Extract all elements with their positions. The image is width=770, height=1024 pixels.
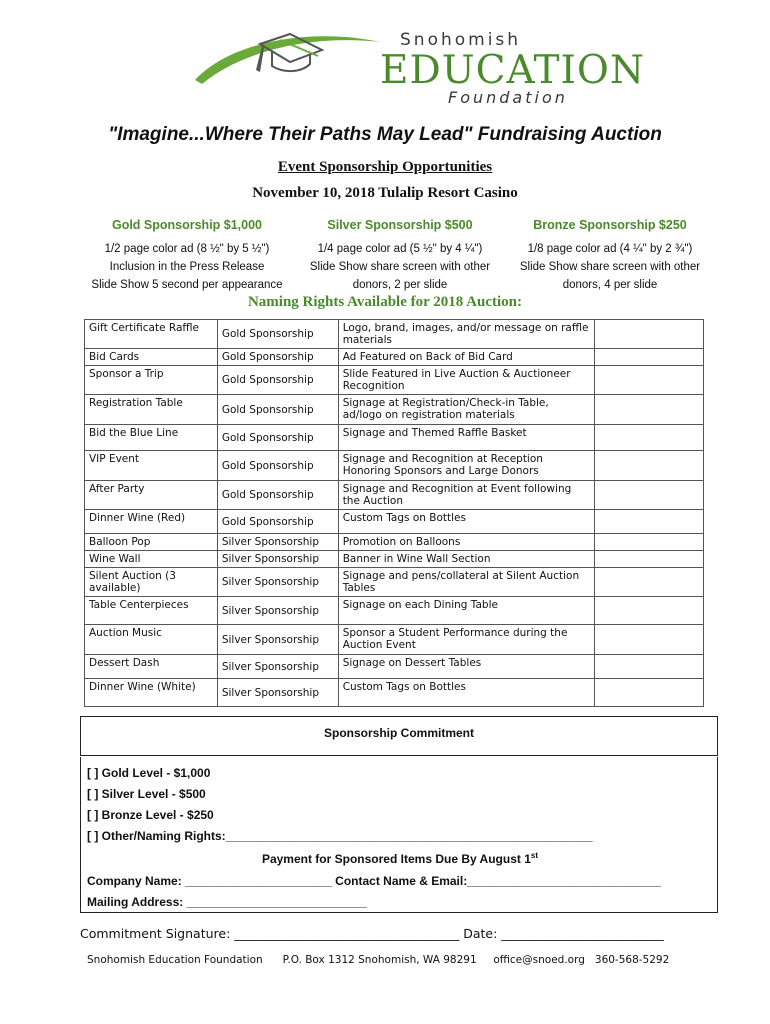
sponsorship-item: After Party (85, 481, 218, 510)
table-row (85, 625, 704, 655)
table-row (85, 395, 704, 425)
tier-silver (285, 216, 515, 294)
table-row (85, 655, 704, 679)
sponsorship-benefit: Signage and Recognition at Event following the Auction (338, 481, 595, 510)
sponsorship-benefit: Signage and Themed Raffle Basket (338, 425, 595, 451)
empty-cell (595, 395, 704, 425)
empty-cell (595, 625, 704, 655)
tier-gold (72, 216, 302, 294)
sponsorship-level: Gold Sponsorship (217, 349, 338, 366)
sponsorship-level: Silver Sponsorship (217, 597, 338, 625)
table-row (85, 597, 704, 625)
sponsorship-benefit: Signage on Dessert Tables (338, 655, 595, 679)
sponsorship-level: Gold Sponsorship (217, 481, 338, 510)
sponsorship-level: Gold Sponsorship (217, 395, 338, 425)
table-row (85, 451, 704, 481)
sponsorship-item: Dinner Wine (White) (85, 679, 218, 707)
sponsorship-item: Table Centerpieces (85, 597, 218, 625)
table-row (85, 481, 704, 510)
graduation-cap-swoosh-icon (190, 22, 390, 102)
signature-date-line[interactable]: Commitment Signature: ____________________________________ Date: __________________________ (80, 926, 664, 941)
empty-cell (595, 510, 704, 534)
sponsorship-level: Silver Sponsorship (217, 655, 338, 679)
sponsorship-benefit: Signage and Recognition at Reception Honoring Sponsors and Large Donors (338, 451, 595, 481)
tier-name: Bronze Sponsorship $250 (533, 218, 687, 232)
sponsorship-item: Bid Cards (85, 349, 218, 366)
sponsorship-item: Auction Music (85, 625, 218, 655)
sponsorship-level: Gold Sponsorship (217, 425, 338, 451)
sponsorship-item: VIP Event (85, 451, 218, 481)
table-row (85, 510, 704, 534)
empty-cell (595, 481, 704, 510)
sponsorship-item: Wine Wall (85, 551, 218, 568)
option-gold[interactable]: [ ] Gold Level - $1,000 (87, 766, 211, 780)
sponsorship-level: Gold Sponsorship (217, 451, 338, 481)
sponsorship-benefit: Slide Featured in Live Auction & Auctioneer Recognition (338, 366, 595, 395)
sponsorship-benefit: Logo, brand, images, and/or message on raffle materials (338, 320, 595, 349)
sponsorship-item: Dessert Dash (85, 655, 218, 679)
empty-cell (595, 320, 704, 349)
footer-contact: Snohomish Education Foundation P.O. Box 1312 Snohomish, WA 98291 office@snoed.org 360-568-5292 (87, 954, 670, 966)
table-row (85, 568, 704, 597)
option-silver[interactable]: [ ] Silver Level - $500 (87, 787, 206, 801)
tier-benefit: 1/8 page color ad (4 ¼" by 2 ¾") (527, 243, 693, 255)
empty-cell (595, 349, 704, 366)
logo-line-2: EDUCATION (380, 48, 645, 93)
tier-benefit: Slide Show share screen with other (309, 261, 491, 273)
table-row (85, 320, 704, 349)
empty-cell (595, 679, 704, 707)
logo-line-3: Foundation (448, 88, 568, 107)
empty-cell (595, 366, 704, 395)
naming-rights-heading: Naming Rights Available for 2018 Auction: (247, 294, 523, 310)
sponsorship-level: Silver Sponsorship (217, 534, 338, 551)
sponsorship-item: Silent Auction (3 available) (85, 568, 218, 597)
empty-cell (595, 451, 704, 481)
tier-benefit: donors, 4 per slide (562, 279, 658, 291)
empty-cell (595, 597, 704, 625)
tier-benefit: donors, 2 per slide (352, 279, 448, 291)
sponsorship-benefit: Signage on each Dining Table (338, 597, 595, 625)
sponsorship-level: Silver Sponsorship (217, 568, 338, 597)
sponsorship-benefit: Sponsor a Student Performance during the Auction Event (338, 625, 595, 655)
sponsorship-item: Registration Table (85, 395, 218, 425)
sponsorship-item: Dinner Wine (Red) (85, 510, 218, 534)
company-contact-field[interactable]: Company Name: ______________________ Contact Name & Email:_____________________________ (87, 874, 661, 888)
payment-due (81, 851, 719, 866)
sponsorship-level: Silver Sponsorship (217, 625, 338, 655)
table-row (85, 534, 704, 551)
sponsorship-level: Gold Sponsorship (217, 366, 338, 395)
tier-benefit: Inclusion in the Press Release (109, 261, 265, 273)
option-other-naming-rights[interactable]: [ ] Other/Naming Rights:_______________________________________________________ (87, 829, 593, 843)
sponsorship-benefit: Custom Tags on Bottles (338, 679, 595, 707)
logo-line-1: Snohomish (400, 30, 522, 50)
tier-name: Silver Sponsorship $500 (327, 218, 473, 232)
tier-bronze (495, 216, 725, 294)
naming-rights-table (84, 319, 704, 707)
document-title: "Imagine...Where Their Paths May Lead" Fundraising Auction (108, 124, 662, 145)
commitment-form (80, 757, 718, 913)
table-row (85, 349, 704, 366)
sponsorship-level: Silver Sponsorship (217, 551, 338, 568)
sponsorship-level: Gold Sponsorship (217, 510, 338, 534)
commitment-heading: Sponsorship Commitment (80, 716, 718, 756)
empty-cell (595, 568, 704, 597)
tier-benefit: 1/2 page color ad (8 ½" by 5 ½") (104, 243, 270, 255)
document-subtitle: Event Sponsorship Opportunities (277, 159, 493, 175)
sponsorship-benefit: Ad Featured on Back of Bid Card (338, 349, 595, 366)
tier-benefit: Slide Show share screen with other (519, 261, 701, 273)
sponsorship-item: Sponsor a Trip (85, 366, 218, 395)
table-row (85, 679, 704, 707)
sponsorship-benefit: Promotion on Balloons (338, 534, 595, 551)
table-row (85, 551, 704, 568)
payment-due-text: Payment for Sponsored Items Due By August 1 (261, 852, 531, 866)
sponsorship-item: Bid the Blue Line (85, 425, 218, 451)
empty-cell (595, 655, 704, 679)
empty-cell (595, 534, 704, 551)
table-row (85, 366, 704, 395)
sponsorship-benefit: Custom Tags on Bottles (338, 510, 595, 534)
option-bronze[interactable]: [ ] Bronze Level - $250 (87, 808, 214, 822)
sponsorship-benefit: Signage and pens/collateral at Silent Auction Tables (338, 568, 595, 597)
table-row (85, 425, 704, 451)
sponsorship-level: Silver Sponsorship (217, 679, 338, 707)
sponsorship-item: Gift Certificate Raffle (85, 320, 218, 349)
mailing-address-field[interactable]: Mailing Address: ___________________________ (87, 895, 367, 909)
empty-cell (595, 551, 704, 568)
tier-benefit: Slide Show 5 second per appearance (91, 279, 283, 291)
sponsorship-level: Gold Sponsorship (217, 320, 338, 349)
event-date-location: November 10, 2018 Tulalip Resort Casino (252, 185, 518, 201)
tier-benefit: 1/4 page color ad (5 ½" by 4 ¼") (317, 243, 483, 255)
sponsorship-item: Balloon Pop (85, 534, 218, 551)
sponsorship-benefit: Banner in Wine Wall Section (338, 551, 595, 568)
payment-due-suffix: st (530, 851, 539, 860)
foundation-logo (190, 22, 645, 107)
empty-cell (595, 425, 704, 451)
sponsorship-benefit: Signage at Registration/Check-in Table, ad/logo on registration materials (338, 395, 595, 425)
tier-name: Gold Sponsorship $1,000 (111, 218, 263, 232)
